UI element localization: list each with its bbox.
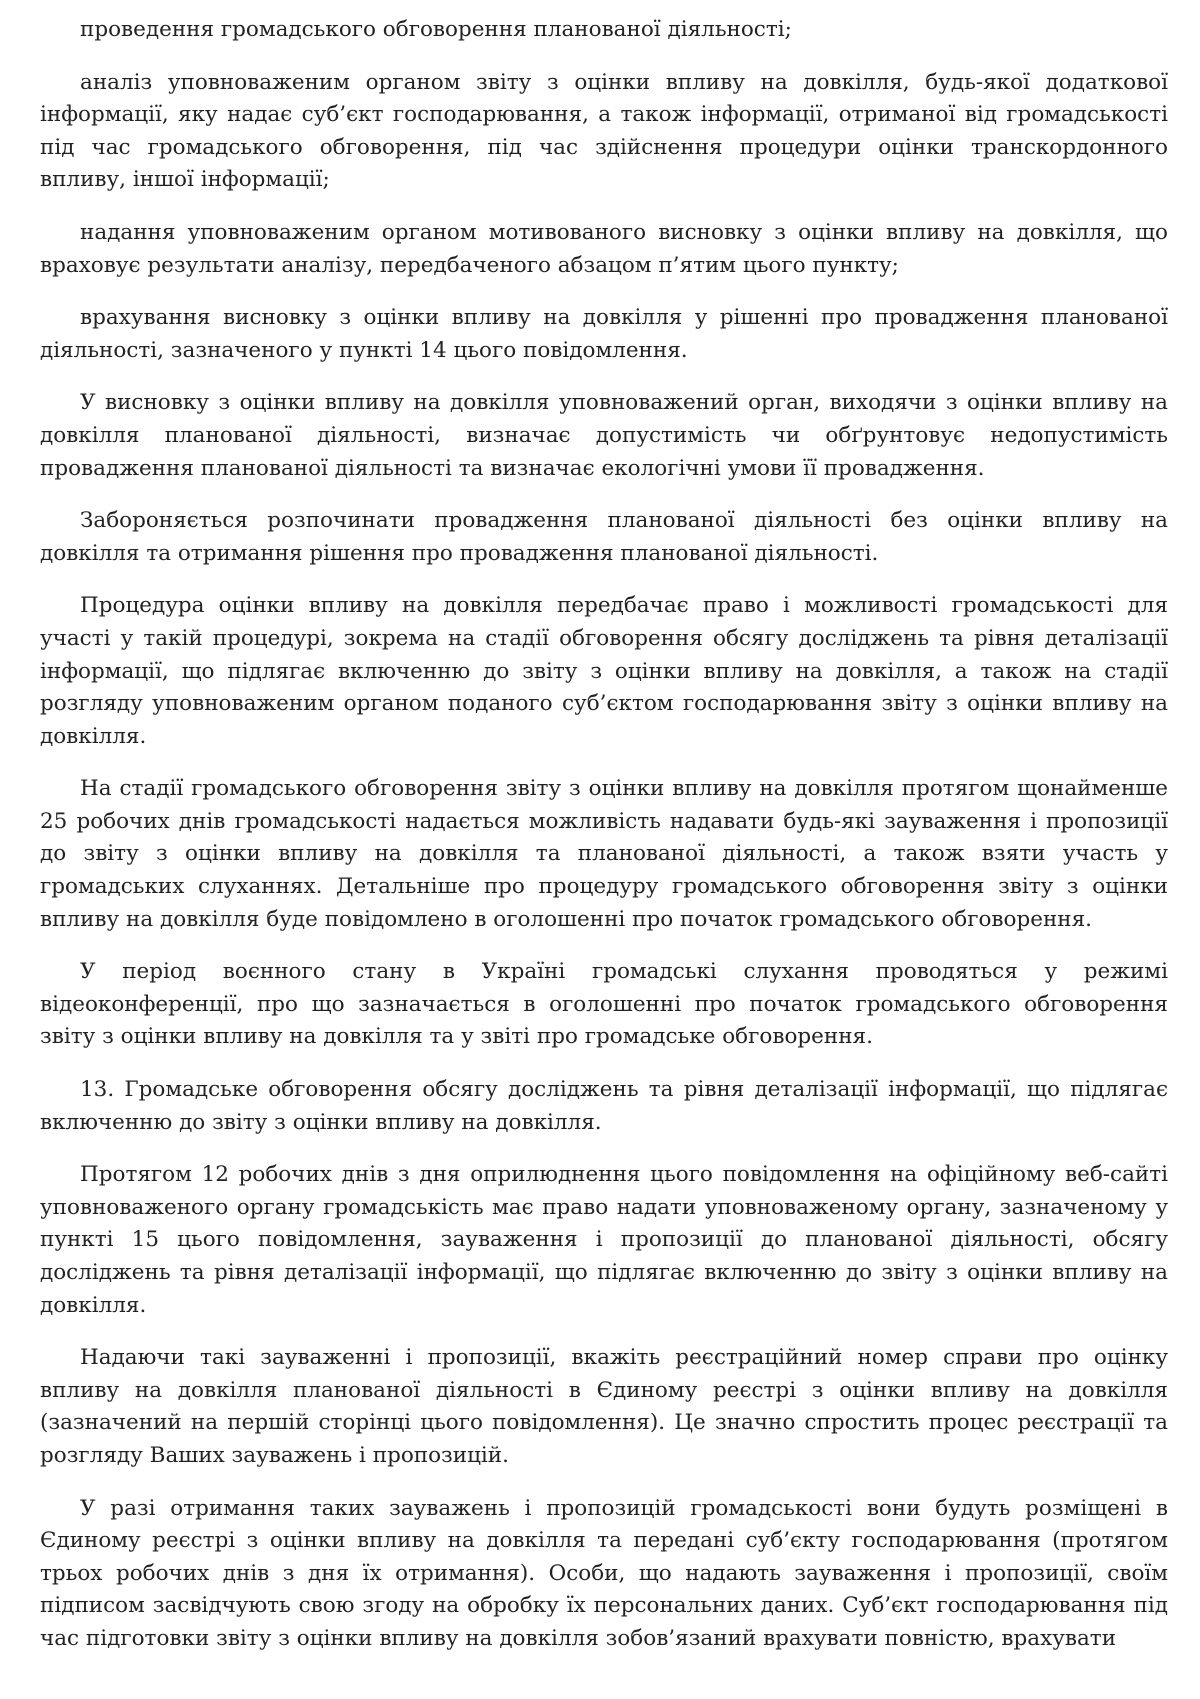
paragraph-comment-period: Протягом 12 робочих днів з дня оприлюднення цього повідомлення на офіційному веб-сайті уповноваженого органу громадськість має право надати уповноваженому органу, зазначеному у пункті 15 цього повідомлення, зауваження і пропозиції до планованої діяльності, обсягу досліджень та рівня деталізації інформації, що підлягає включенню до звіту з оцінки впливу на довкілля. <box>40 1162 1168 1318</box>
document-page <box>40 14 1168 1676</box>
paragraph-report-discussion-stage: На стадії громадського обговорення звіту з оцінки впливу на довкілля протягом щонайменше 25 робочих днів громадськості надається можливість надавати будь-які зауваження і пропозиції до звіту з оцінки впливу на довкілля та планованої діяльності, а також взяти участь у громадських слуханнях. Детальніше про процедуру громадського обговорення звіту з оцінки впливу на довкілля буде повідомлено в оголошенні про початок громадського обговорення. <box>40 776 1168 932</box>
paragraph-section-13-heading: 13. Громадське обговорення обсягу досліджень та рівня деталізації інформації, що підлягає включенню до звіту з оцінки впливу на довкілля. <box>40 1077 1168 1135</box>
paragraph-comments-handling: У разі отримання таких зауважень і пропозицій громадськості вони будуть розміщені в Єдиному реєстрі з оцінки впливу на довкілля та передані суб’єкту господарювання (протягом трьох робочих днів з дня їх отримання). Особи, що надають зауваження і пропозиції, своїм підписом засвідчують свою згоду на обробку їх персональних даних. Суб’єкт господарювання під час підготовки звіту з оцінки впливу на довкілля зобов’язаний врахувати повністю, врахувати <box>40 1495 1168 1651</box>
paragraph-conclusion-step: надання уповноваженим органом мотивованого висновку з оцінки впливу на довкілля, що враховує результати аналізу, передбаченого абзацом п’ятим цього пункту; <box>40 219 1168 278</box>
paragraph-public-participation: Процедура оцінки впливу на довкілля передбачає право і можливості громадськості для участі у такій процедурі, зокрема на стадії обговорення обсягу досліджень та рівня деталізації інформації, що підлягає включенню до звіту з оцінки впливу на довкілля, а також на стадії розгляду уповноваженим органом поданого суб’єктом господарювання звіту з оцінки впливу на довкілля. <box>40 593 1168 749</box>
paragraph-decision-step: врахування висновку з оцінки впливу на довкілля у рішенні про провадження планованої діяльності, зазначеного у пункті 14 цього повідомлення. <box>40 305 1168 363</box>
paragraph-conclusion-content: У висновку з оцінки впливу на довкілля уповноважений орган, виходячи з оцінки впливу на довкілля планованої діяльності, визначає допустимість чи обґрунтовує недопустимість провадження планованої діяльності та визначає екологічні умови її провадження. <box>40 390 1168 481</box>
paragraph-report-analysis-step: аналіз уповноваженим органом звіту з оцінки впливу на довкілля, будь-якої додаткової інформації, яку надає суб’єкт господарювання, а також інформації, отриманої від громадськості під час громадського обговорення, під час здійснення процедури оцінки транскордонного впливу, іншої інформації; <box>40 69 1168 193</box>
paragraph-registration-number-note: Надаючи такі зауваженні і пропозиції, вкажіть реєстраційний номер справи про оцінку впливу на довкілля планованої діяльності в Єдиному реєстрі з оцінки впливу на довкілля (зазначений на першій сторінці цього повідомлення). Це значно спростить процес реєстрації та розгляду Ваших зауважень і пропозицій. <box>40 1345 1168 1468</box>
paragraph-public-discussion-step: проведення громадського обговорення планованої діяльності; <box>80 17 792 42</box>
paragraph-martial-law-hearings: У період воєнного стану в Україні громадські слухання проводяться у режимі відеоконференції, про що зазначається в оголошенні про початок громадського обговорення звіту з оцінки впливу на довкілля та у звіті про громадське обговорення. <box>40 959 1168 1050</box>
paragraph-prohibition: Забороняється розпочинати провадження планованої діяльності без оцінки впливу на довкілля та отримання рішення про провадження планованої діяльності. <box>40 508 1168 566</box>
